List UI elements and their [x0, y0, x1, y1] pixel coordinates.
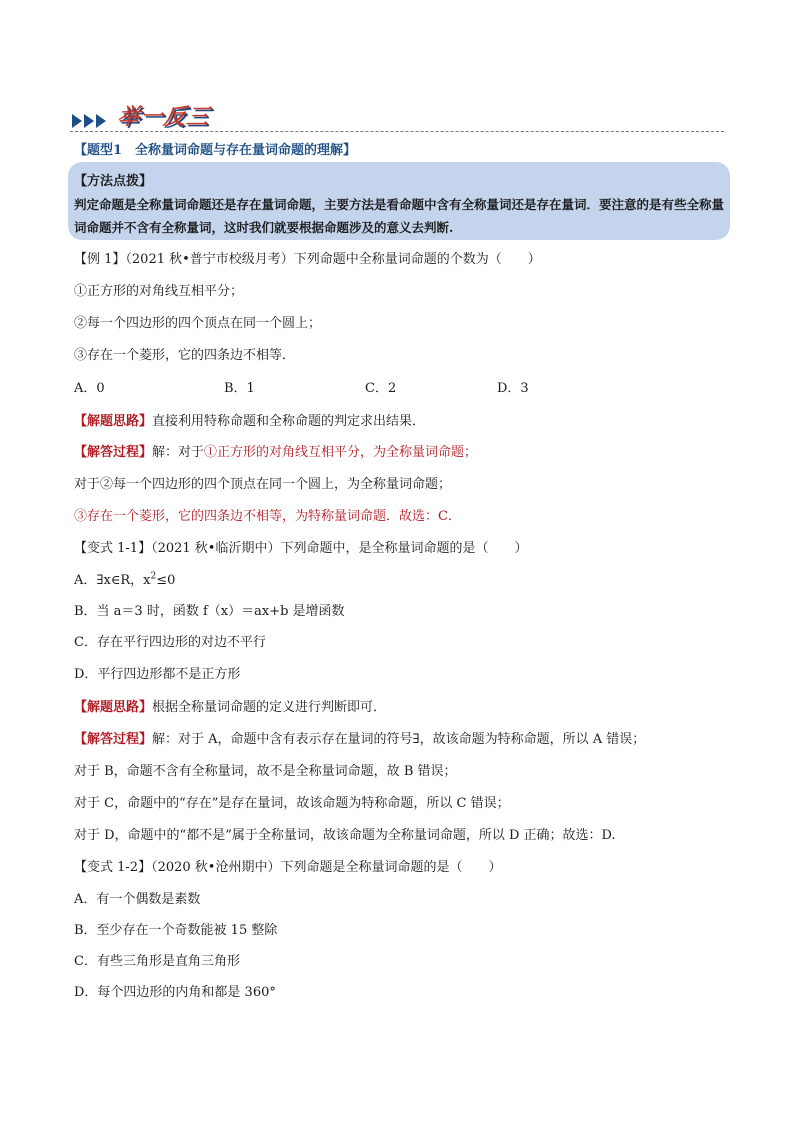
example1-process-3: ③存在一个菱形，它的四条边不相等，为特称量词命题．故选：C．: [74, 509, 461, 524]
variant11-process-4: 对于 D，命题中的“都不是”属于全称量词，故该命题为全称量词命题，所以 D 正确；故选：D.: [74, 828, 616, 843]
variant11-process-2: 对于 B，命题不含有全称量词，故不是全称量词命题，故 B 错误；: [74, 764, 457, 779]
header-title: 举一反三: [115, 105, 212, 130]
example1-item-1: ①正方形的对角线互相平分；: [74, 284, 244, 299]
example1-process-2: 对于②每一个四边形的四个顶点在同一个圆上，为全称量词命题；: [74, 477, 452, 492]
example1-choice-a: A．0: [74, 381, 105, 396]
method-box: [68, 162, 730, 240]
method-text: 判定命题是全称量词命题还是存在量词命题，主要方法是看命题中含有全称量词还是存在量词．要注意的是有些全称量词命题并不含有全称量词，这时我们就要根据命题涉及的意义去判断.: [74, 197, 725, 235]
triple-arrow-icon: [72, 114, 118, 128]
variant11-choice-a: A．∃x∈R，$x^2\le 0$: [74, 571, 176, 588]
variant11-process-1: 【解答过程】解：对于 A，命题中含有表示存在量词的符号∃，故该命题为特称命题，所以 A 错误；: [74, 732, 646, 747]
variant11-process-3: 对于 C，命题中的“存在”是存在量词，故该命题为特称命题，所以 C 错误；: [74, 796, 510, 811]
example1-choice-b: B．1: [224, 381, 255, 396]
variant11-question: 【变式 1-1】（2021 秋•临沂期中）下列命题中，是全称量词命题的是（ ）: [74, 541, 528, 556]
example1-label: 【例 1】: [74, 252, 126, 267]
example1-thought: [74, 410, 425, 429]
variant11-thought: 【解题思路】根据全称量词命题的定义进行判断即可．: [74, 700, 387, 715]
example1-item-3: ③存在一个菱形，它的四条边不相等．: [74, 348, 296, 363]
variant12-choice-c: C．有些三角形是直角三角形: [74, 954, 240, 969]
variant12-choice-d: D．每个四边形的内角和都是 360°: [74, 985, 276, 1000]
example1-choice-c: C．2: [365, 381, 397, 396]
variant12-question: 【变式 1-2】（2020 秋•沧州期中）下列命题是全称量词命题的是（ ）: [74, 860, 502, 875]
process-label: 【解答过程】: [74, 445, 153, 460]
variant11-choice-d: D．平行四边形都不是正方形: [74, 667, 241, 682]
method-title: 【方法点拨】: [74, 174, 153, 189]
variant11-choice-c: C．存在平行四边形的对边不平行: [74, 635, 266, 650]
topic-heading: 【题型1 全称量词命题与存在量词命题的理解】: [74, 143, 357, 158]
thought-text: 直接利用特称命题和全称命题的判定求出结果．: [152, 414, 426, 429]
section-header: [70, 100, 724, 134]
example1-choice-d: D．3: [497, 381, 529, 396]
example1-question-text: 下列命题中全称量词命题的个数为（ ）: [293, 252, 541, 267]
header-divider: [70, 131, 724, 132]
example1-process-1: 【解答过程】解：对于①正方形的对角线互相平分，为全称量词命题；: [74, 445, 478, 460]
variant11-choice-b: B．当 a＝3 时，函数 f（x）＝ax+b 是增函数: [74, 604, 345, 619]
variant12-choice-a: A．有一个偶数是素数: [74, 892, 201, 907]
example1-question: [74, 248, 541, 267]
example1-source: （2021 秋•普宁市校级月考）: [125, 252, 294, 267]
variant12-choice-b: B．至少存在一个奇数能被 15 整除: [74, 923, 278, 938]
thought-label: 【解题思路】: [74, 414, 153, 429]
example1-item-2: ②每一个四边形的四个顶点在同一个圆上；: [74, 316, 322, 331]
